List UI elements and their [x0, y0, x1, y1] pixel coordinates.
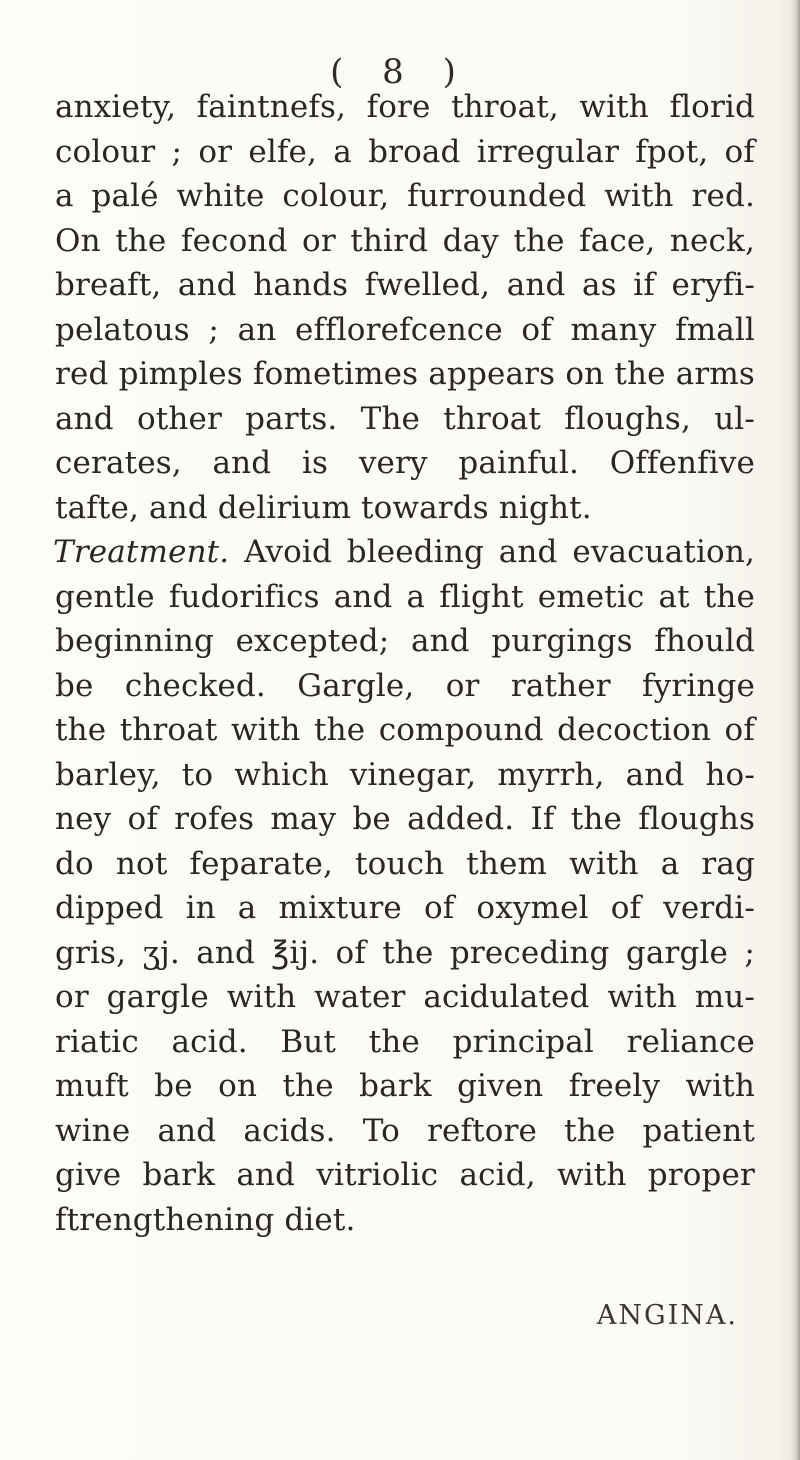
body-text: [55, 85, 755, 1242]
text-line: ftrengthening diet.: [55, 1201, 356, 1238]
treatment-first-line-text: Avoid bleeding and evacuation,: [244, 534, 755, 570]
text-line: colour ; or elfe, a broad irregular fpot, of: [55, 133, 755, 170]
text-line: gentle fudorifics and a flight emetic at the: [55, 578, 755, 615]
page-edge-shadow: [790, 0, 800, 1460]
text-line: ney of rofes may be added. If the floughs: [55, 801, 755, 837]
text-line: a palé white colour, furrounded with red.: [55, 178, 755, 214]
text-line: cerates, and is very painful. Offenfive: [55, 445, 755, 481]
text-line: breaft, and hands fwelled, and as if eryfi-: [55, 267, 755, 303]
text-line: barley, to which vinegar, myrrh, and ho-: [55, 756, 755, 793]
text-line: gris, ʒj. and ℥ij. of the preceding gargle ;: [55, 934, 755, 971]
text-line: tafte, and delirium towards night.: [55, 489, 592, 526]
text-line: or gargle with water acidulated with mu-: [55, 979, 755, 1015]
text-line: anxiety, faintnefs, fore throat, with florid: [55, 89, 755, 125]
text-line: muft be on the bark given freely with: [55, 1068, 755, 1104]
text-line: beginning excepted; and purgings fhould: [55, 623, 755, 659]
treatment-first-line: [53, 530, 755, 575]
text-line: pelatous ; an efflorefcence of many fmall: [55, 311, 755, 348]
text-line: be checked. Gargle, or rather fyringe: [55, 667, 755, 704]
text-line: riatic acid. But the principal reliance: [55, 1023, 755, 1060]
text-line: the throat with the compound decoction of: [55, 712, 755, 748]
text-line: dipped in a mixture of oxymel of verdi-: [55, 890, 755, 926]
text-line: give bark and vitriolic acid, with proper: [55, 1157, 755, 1193]
treatment-heading: Treatment.: [53, 534, 230, 570]
text-line: and other parts. The throat floughs, ul-: [55, 400, 755, 437]
text-line: wine and acids. To reftore the patient: [55, 1112, 755, 1149]
text-line: red pimples fometimes appears on the arms: [55, 356, 755, 392]
text-line: do not feparate, touch them with a rag: [55, 845, 755, 882]
text-line: On the fecond or third day the face, neck,: [55, 222, 755, 259]
page-number: ( 8 ): [330, 52, 470, 92]
catchword: ANGINA.: [596, 1300, 738, 1331]
